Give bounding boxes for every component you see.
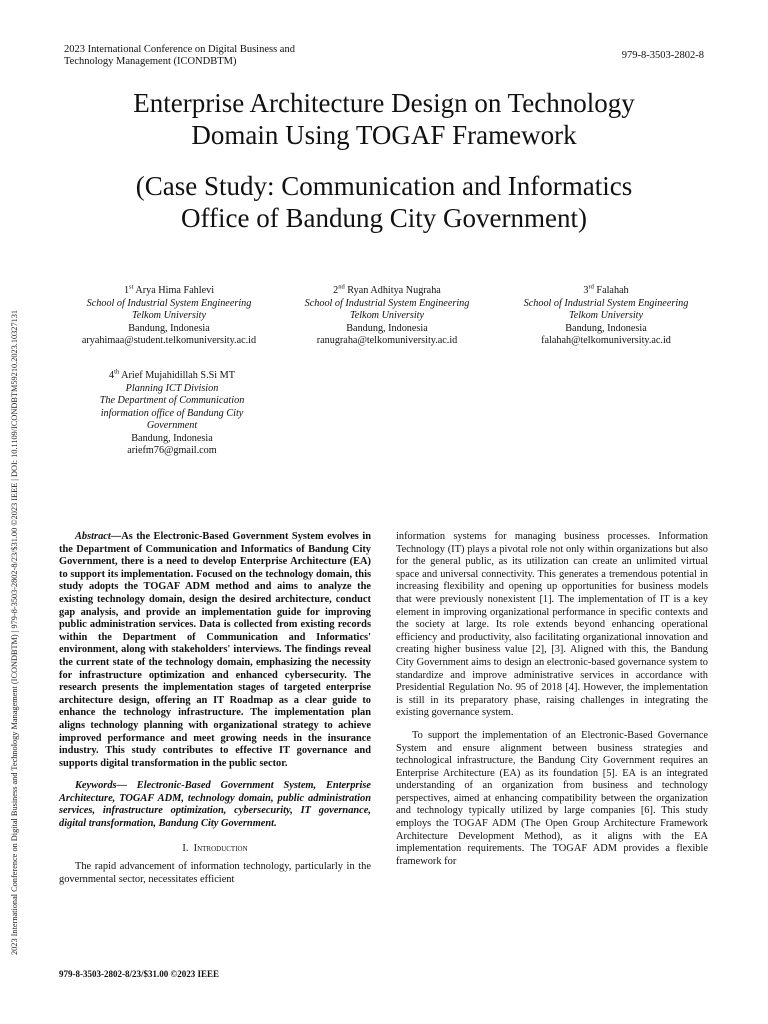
intro-paragraph: The rapid advancement of information technology, particularly in the governmental sector, necessitates efficient [59,861,371,885]
title-line-4: Office of Bandung City Government) [181,203,587,233]
conference-header [64,44,364,68]
left-column [59,531,371,886]
author-affiliation: Government [146,420,198,431]
author-name: 2nd Ryan Adhitya Nugraha [333,283,441,296]
author-affiliation: School of Industrial System Engineering [304,297,470,309]
abstract-text: —As the Electronic-Based Government System evolves in the Department of Communication and Informatics of Bandung City Government, there is a need to develop Enterprise Architecture (EA) to support its implementation. Focused on the technology domain, this study adopts the TOGAF ADM method and aims to analyze the existing technology domain, design the desired architecture, conduct gap analysis, and provide an implementation guide for improving public administration services. Data is collected from existing records within the Department of Communication and Informatics' environment, along with stakeholders' interviews. The findings reveal the current state of the technology domain, emphasizing the necessity for infrastructure optimization and enhanced cybersecurity. The research presents the implementation stages of targeted enterprise architecture design, offering an IT Roadmap as a clear guide to enhance the technology infrastructure. The implementation plan aligns technology planning with organizational strategy to achieve improved performance and meet growing needs in the insurance industry. This study contributes to effective IT governance and supports digital transformation in the public sector. [59,531,371,769]
author-email: falahah@telkomuniversity.ac.id [541,335,671,346]
body-paragraph-2: To support the implementation of an Electronic-Based Governance System and ensure alignment between business strategies and technological infrastructure, the Bandung City Government requires an Enterprise Architecture (EA) as its foundation [5]. EA is an integrated understanding of an organization from business and technology perspectives, aimed at enhancing compatibility between the organization and technology typically utilized by large companies [6]. This study employs the TOGAF ADM (The Open Group Architecture Framework Architecture Development Method), as it aligns with the EA implementation requirements. The TOGAF ADM provides a flexible framework for [396,729,708,867]
abstract-lead: Abstract [75,531,111,542]
copyright-footer: 979-8-3503-2802-8/23/$31.00 ©2023 IEEE [59,969,219,979]
author-city: Bandung, Indonesia [565,322,647,334]
conference-line-1: 2023 International Conference on Digital Business and [64,44,295,55]
author-block-4 [62,370,282,458]
author-name: 4th Arief Mujahidillah S.Si MT [109,368,235,381]
title-line-3: (Case Study: Communication and Informatics [135,171,633,201]
author-block-2 [277,285,497,348]
author-affiliation: School of Industrial System Engineering [86,297,252,309]
author-name: 1st Arya Hima Fahlevi [123,283,215,296]
author-affiliation: The Department of Communication [99,395,245,406]
section-heading: I. Introduction [182,842,248,854]
isbn-header: 979-8-3503-2802-8 [621,50,704,61]
author-affiliation: Telkom University [131,310,207,321]
body-paragraph-1: information systems for managing business processes. Information Technology (IT) plays a pivotal role not only within organizations but also for the general public, as its utilization can create an unlimited virtual space and universal connectivity. This generates a tremendous potential in increasing flexibility and opening up opportunities for business models that were previously nonexistent [1]. The implementation of IT is a key element in improving organizational performance in specific contexts and the society at large. Its role extends beyond enhancing operational efficiency and productivity, also facilitating organizational innovation and creating higher business value [2], [3]. Aligned with this, the Bandung City Government aims to design an electronic-based governance system to standardize and improve administrative services in accordance with Presidential Regulation No. 95 of 2018 [4]. However, the implementation is still in its preparatory phase, raising challenges in integrating the existing governance system. [396,531,708,719]
right-column [396,531,708,868]
author-email: aryahimaa@student.telkomuniversity.ac.id [81,335,257,346]
abstract-paragraph [59,531,371,770]
author-city: Bandung, Indonesia [128,322,210,334]
author-affiliation: information office of Bandung City [100,407,244,419]
author-city: Bandung, Indonesia [346,322,428,334]
author-name: 3rd Falahah [583,283,629,296]
side-citation-note: 2023 International Conference on Digital Business and Technology Management (ICONDBTM) | 979-8-3503-2802-8/23/$31.00 ©2023 IEEE | DOI: 10.1109/ICONDBTM59210.2023.10327131 [10,309,19,955]
paper-subtitle [60,170,708,234]
author-block-1 [59,285,279,348]
author-email: ranugraha@telkomuniversity.ac.id [316,335,458,346]
paper-title [60,87,708,151]
author-email: ariefm76@gmail.com [127,445,217,456]
author-city: Bandung, Indonesia [131,432,213,444]
keywords-paragraph: Keywords— Electronic-Based Government System, Enterprise Architecture, TOGAF ADM, technology domain, public administration services, infrastructure optimization, cybersecurity, IT governance, digital transformation, Bandung City Government. [59,780,371,830]
author-affiliation: Planning ICT Division [125,382,219,394]
author-block-3 [496,285,716,348]
title-line-2: Domain Using TOGAF Framework [191,120,577,150]
author-affiliation: Telkom University [349,310,425,321]
conference-line-2: Technology Management (ICONDBTM) [64,56,237,67]
author-affiliation: School of Industrial System Engineering [523,297,689,309]
title-line-1: Enterprise Architecture Design on Technology [133,88,635,118]
author-affiliation: Telkom University [568,310,644,321]
